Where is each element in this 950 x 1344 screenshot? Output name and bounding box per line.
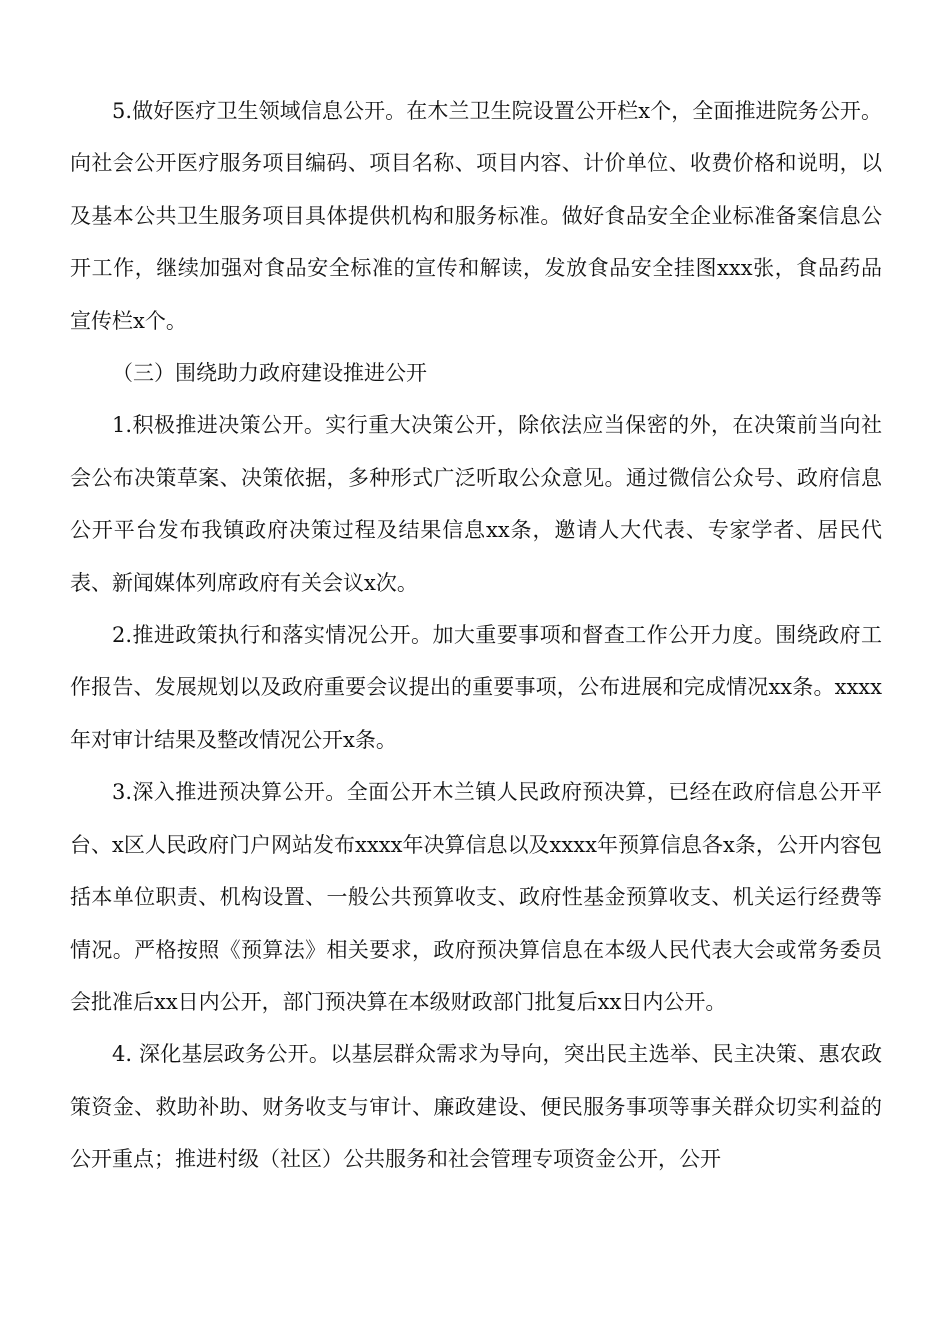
- paragraph-policy-implementation-disclosure: 2.推进政策执行和落实情况公开。加大重要事项和督查工作公开力度。围绕政府工作报告、发展规划以及政府重要会议提出的重要事项，公布进展和完成情况xx条。xxxx年对审计结果及整改情况公开x条。: [70, 623, 882, 752]
- paragraph-budget-disclosure: 3.深入推进预决算公开。全面公开木兰镇人民政府预决算，已经在政府信息公开平台、x区人民政府门户网站发布xxxx年决算信息以及xxxx年预算信息各x条，公开内容包括本单位职责、机构设置、一般公共预算收支、政府性基金预算收支、机关运行经费等情况。严格按照《预算法》相关要求，政府预决算信息在本级人民代表大会或常务委员会批准后xx日内公开，部门预决算在本级财政部门批复后xx日内公开。: [70, 780, 882, 1014]
- paragraph-grassroots-disclosure: 4. 深化基层政务公开。以基层群众需求为导向，突出民主选举、民主决策、惠农政策资金、救助补助、财务收支与审计、廉政建设、便民服务事项等事关群众切实利益的公开重点；推进村级（社区）公共服务和社会管理专项资金公开，公开: [70, 1042, 882, 1172]
- paragraph-medical-health-disclosure: 5.做好医疗卫生领域信息公开。在木兰卫生院设置公开栏x个，全面推进院务公开。向社会公开医疗服务项目编码、项目名称、项目内容、计价单位、收费价格和说明，以及基本公共卫生服务项目具体提供机构和服务标准。做好食品安全企业标准备案信息公开工作，继续加强对食品安全标准的宣传和解读，发放食品安全挂图xxx张，食品药品宣传栏x个。: [70, 99, 882, 333]
- document-body: [70, 85, 882, 1186]
- section-heading-government-building: （三）围绕助力政府建设推进公开: [112, 361, 427, 386]
- paragraph-decision-disclosure: 1.积极推进决策公开。实行重大决策公开，除依法应当保密的外，在决策前当向社会公布决策草案、决策依据，多种形式广泛听取公众意见。通过微信公众号、政府信息公开平台发布我镇政府决策过程及结果信息xx条，邀请人大代表、专家学者、居民代表、新闻媒体列席政府有关会议x次。: [70, 413, 882, 595]
